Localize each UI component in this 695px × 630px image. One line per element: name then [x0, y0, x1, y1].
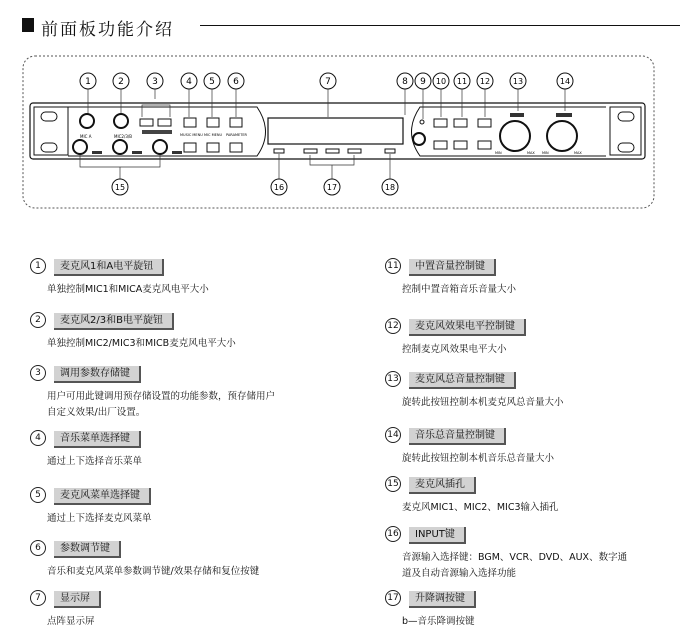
svg-text:18: 18: [384, 183, 396, 192]
item-description-line: 点阵显示屏: [47, 616, 95, 627]
item-description: [47, 511, 152, 527]
item-label: 麦克风菜单选择键: [54, 488, 151, 505]
svg-text:MIC2/3/B: MIC2/3/B: [114, 134, 132, 139]
svg-text:PARAMETER: PARAMETER: [226, 133, 247, 137]
section-header: [10, 12, 680, 38]
svg-text:MAX: MAX: [574, 151, 582, 155]
item-description: [402, 451, 554, 467]
svg-text:9: 9: [420, 77, 426, 87]
svg-text:3: 3: [152, 77, 158, 87]
svg-text:MIC MENU: MIC MENU: [204, 133, 223, 137]
item-description: [402, 500, 559, 516]
item-label: 中置音量控制键: [409, 259, 496, 276]
item-number-badge: 3: [30, 365, 46, 381]
svg-text:MAX: MAX: [527, 151, 535, 155]
svg-text:17: 17: [326, 183, 338, 192]
item-description-line: 音源输入选择键：BGM、VCR、DVD、AUX、数字通: [402, 552, 628, 563]
item-label: 音乐菜单选择键: [54, 431, 141, 448]
item-description: [402, 395, 564, 411]
item-number-badge: 11: [385, 258, 401, 274]
item-description: [402, 342, 507, 358]
svg-text:1: 1: [85, 77, 91, 87]
svg-text:MIN: MIN: [495, 151, 502, 155]
item-label: 调用参数存储键: [54, 366, 141, 383]
item-label: 参数调节键: [54, 541, 121, 558]
front-panel-diagram: [22, 55, 657, 210]
item-label: 麦克风总音量控制键: [409, 372, 516, 389]
item-description: [402, 614, 475, 630]
svg-text:4: 4: [186, 77, 192, 87]
item-description-line: 道及自动音源输入选择功能: [402, 568, 517, 579]
svg-text:16: 16: [273, 183, 285, 192]
svg-text:MUSIC MENU: MUSIC MENU: [180, 133, 203, 137]
item-description: [47, 614, 95, 630]
item-number-badge: 12: [385, 318, 401, 334]
item-description-line: 自定义效果/出厂设置。: [47, 407, 146, 418]
item-description-line: 旋转此按钮控制本机麦克风总音量大小: [402, 397, 564, 408]
item-label: 显示屏: [54, 591, 101, 608]
svg-text:14: 14: [559, 77, 571, 86]
section-title: 前面板功能介绍: [41, 20, 174, 40]
item-label: 升降调按键: [409, 591, 476, 608]
item-label: INPUT键: [409, 527, 466, 544]
item-number-badge: 15: [385, 476, 401, 492]
svg-text:6: 6: [233, 77, 239, 87]
item-description-line: 单独控制MIC1和MICA麦克风电平大小: [47, 284, 209, 295]
item-description-line: 麦克风MIC1、MIC2、MIC3输入插孔: [402, 502, 559, 513]
svg-text:MIN: MIN: [542, 151, 549, 155]
svg-text:8: 8: [402, 77, 408, 87]
item-description-line: b—音乐降调按键: [402, 616, 475, 627]
item-description: [47, 282, 209, 298]
header-rule: [200, 25, 680, 26]
item-number-badge: 16: [385, 526, 401, 542]
item-description: [47, 336, 236, 352]
item-number-badge: 17: [385, 590, 401, 606]
item-description-line: 单独控制MIC2/MIC3和MICB麦克风电平大小: [47, 338, 236, 349]
item-number-badge: 6: [30, 540, 46, 556]
item-description-line: 控制麦克风效果电平大小: [402, 344, 507, 355]
item-number-badge: 5: [30, 487, 46, 503]
item-number-badge: 13: [385, 371, 401, 387]
svg-text:13: 13: [512, 77, 524, 86]
svg-text:10: 10: [435, 77, 447, 86]
item-label: 音乐总音量控制键: [409, 428, 506, 445]
item-number-badge: 7: [30, 590, 46, 606]
svg-text:12: 12: [479, 77, 491, 86]
svg-text:MIC A: MIC A: [80, 134, 92, 139]
svg-text:7: 7: [325, 77, 331, 87]
item-description-line: 通过上下选择麦克风菜单: [47, 513, 152, 524]
item-description: [47, 454, 142, 470]
svg-text:11: 11: [456, 77, 468, 86]
item-description-line: 用户可用此键调用预存储设置的功能参数，预存储用户: [47, 391, 276, 402]
menu-buttons: [180, 118, 248, 152]
item-number-badge: 14: [385, 427, 401, 443]
header-square-icon: [22, 18, 34, 32]
item-description-line: 旋转此按钮控制本机音乐总音量大小: [402, 453, 555, 464]
item-description: [47, 389, 275, 421]
item-label: 麦克风效果电平控制键: [409, 319, 526, 336]
item-description-line: 控制中置音箱音乐音量大小: [402, 284, 517, 295]
item-number-badge: 1: [30, 258, 46, 274]
item-description-line: 通过上下选择音乐菜单: [47, 456, 143, 467]
item-description: [47, 564, 259, 580]
item-description: [402, 550, 627, 582]
item-description-line: 音乐和麦克风菜单参数调节键/效果存储和复位按键: [47, 566, 260, 577]
item-label: 麦克风插孔: [409, 477, 476, 494]
item-number-badge: 2: [30, 312, 46, 328]
item-label: 麦克风2/3和B电平旋钮: [54, 313, 174, 330]
display-screen: [268, 118, 403, 144]
svg-text:2: 2: [118, 77, 124, 87]
item-label: 麦克风1和A电平旋钮: [54, 259, 164, 276]
svg-text:15: 15: [114, 183, 126, 192]
item-description: [402, 282, 516, 298]
item-number-badge: 4: [30, 430, 46, 446]
svg-text:5: 5: [209, 77, 215, 87]
